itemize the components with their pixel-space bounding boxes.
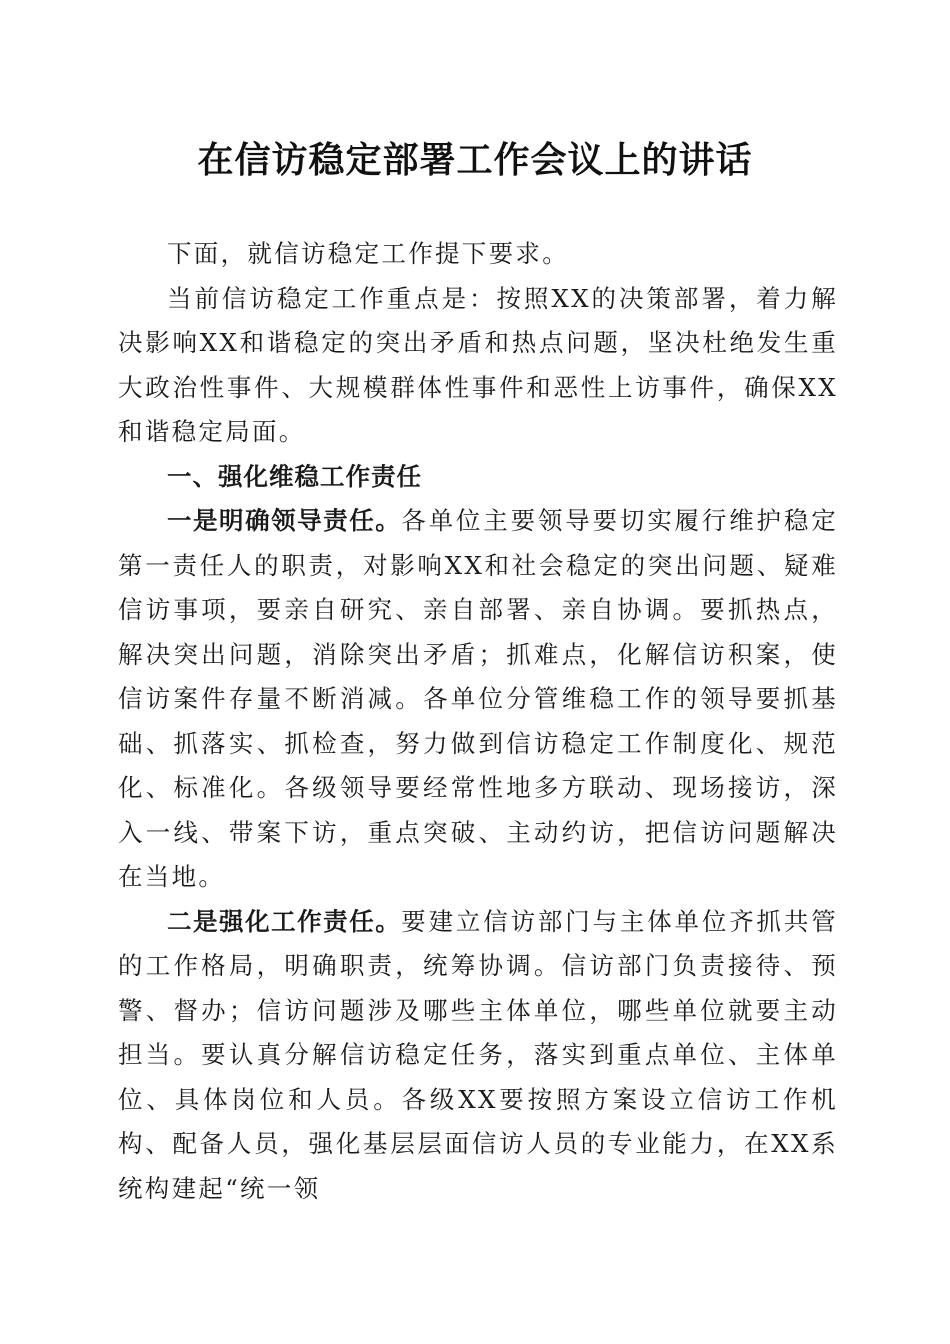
paragraph-text: 要建立信访部门与主体单位齐抓共管的工作格局，明确职责，统筹协调。信访部门负责接待、预警、督办；信访问题涉及哪些主体单位，哪些单位就要主动担当。要认真分解信访稳定任务，落实到重点单位、主体单位、具体岗位和人员。各级XX要按照方案设立信访工作机构、配备人员，强化基层层面信访人员的专业能力，在XX系统构建起“统一领 [118, 906, 838, 1203]
paragraph-intro: 下面，就信访稳定工作提下要求。 [167, 239, 569, 268]
paragraph-work-responsibility [118, 900, 838, 1212]
document-body [118, 232, 838, 1211]
document-title: 在信访稳定部署工作会议上的讲话 [197, 139, 753, 181]
paragraph-lead: 一是明确领导责任。 [167, 506, 402, 535]
paragraph-focus: 当前信访稳定工作重点是：按照XX的决策部署，着力解决影响XX和谐稳定的突出矛盾和热点问题，坚决杜绝发生重大政治性事件、大规模群体性事件和恶性上访事件，确保XX和谐稳定局面。 [118, 283, 838, 446]
paragraph-leadership-responsibility [118, 499, 838, 900]
paragraph-lead: 二是强化工作责任。 [167, 906, 402, 936]
section-heading: 一、强化维稳工作责任 [167, 461, 422, 491]
paragraph-text: 各单位主要领导要切实履行维护稳定第一责任人的职责，对影响XX和社会稳定的突出问题、疑难信访事项，要亲自研究、亲自部署、亲自协调。要抓热点，解决突出问题，消除突出矛盾；抓难点，化解信访积案，使信访案件存量不断消减。各单位分管维稳工作的领导要抓基础、抓落实、抓检查，努力做到信访稳定工作制度化、规范化、标准化。各级领导要经常性地多方联动、现场接访，深入一线、带案下访，重点突破、主动约访，把信访问题解决在当地。 [118, 506, 838, 891]
